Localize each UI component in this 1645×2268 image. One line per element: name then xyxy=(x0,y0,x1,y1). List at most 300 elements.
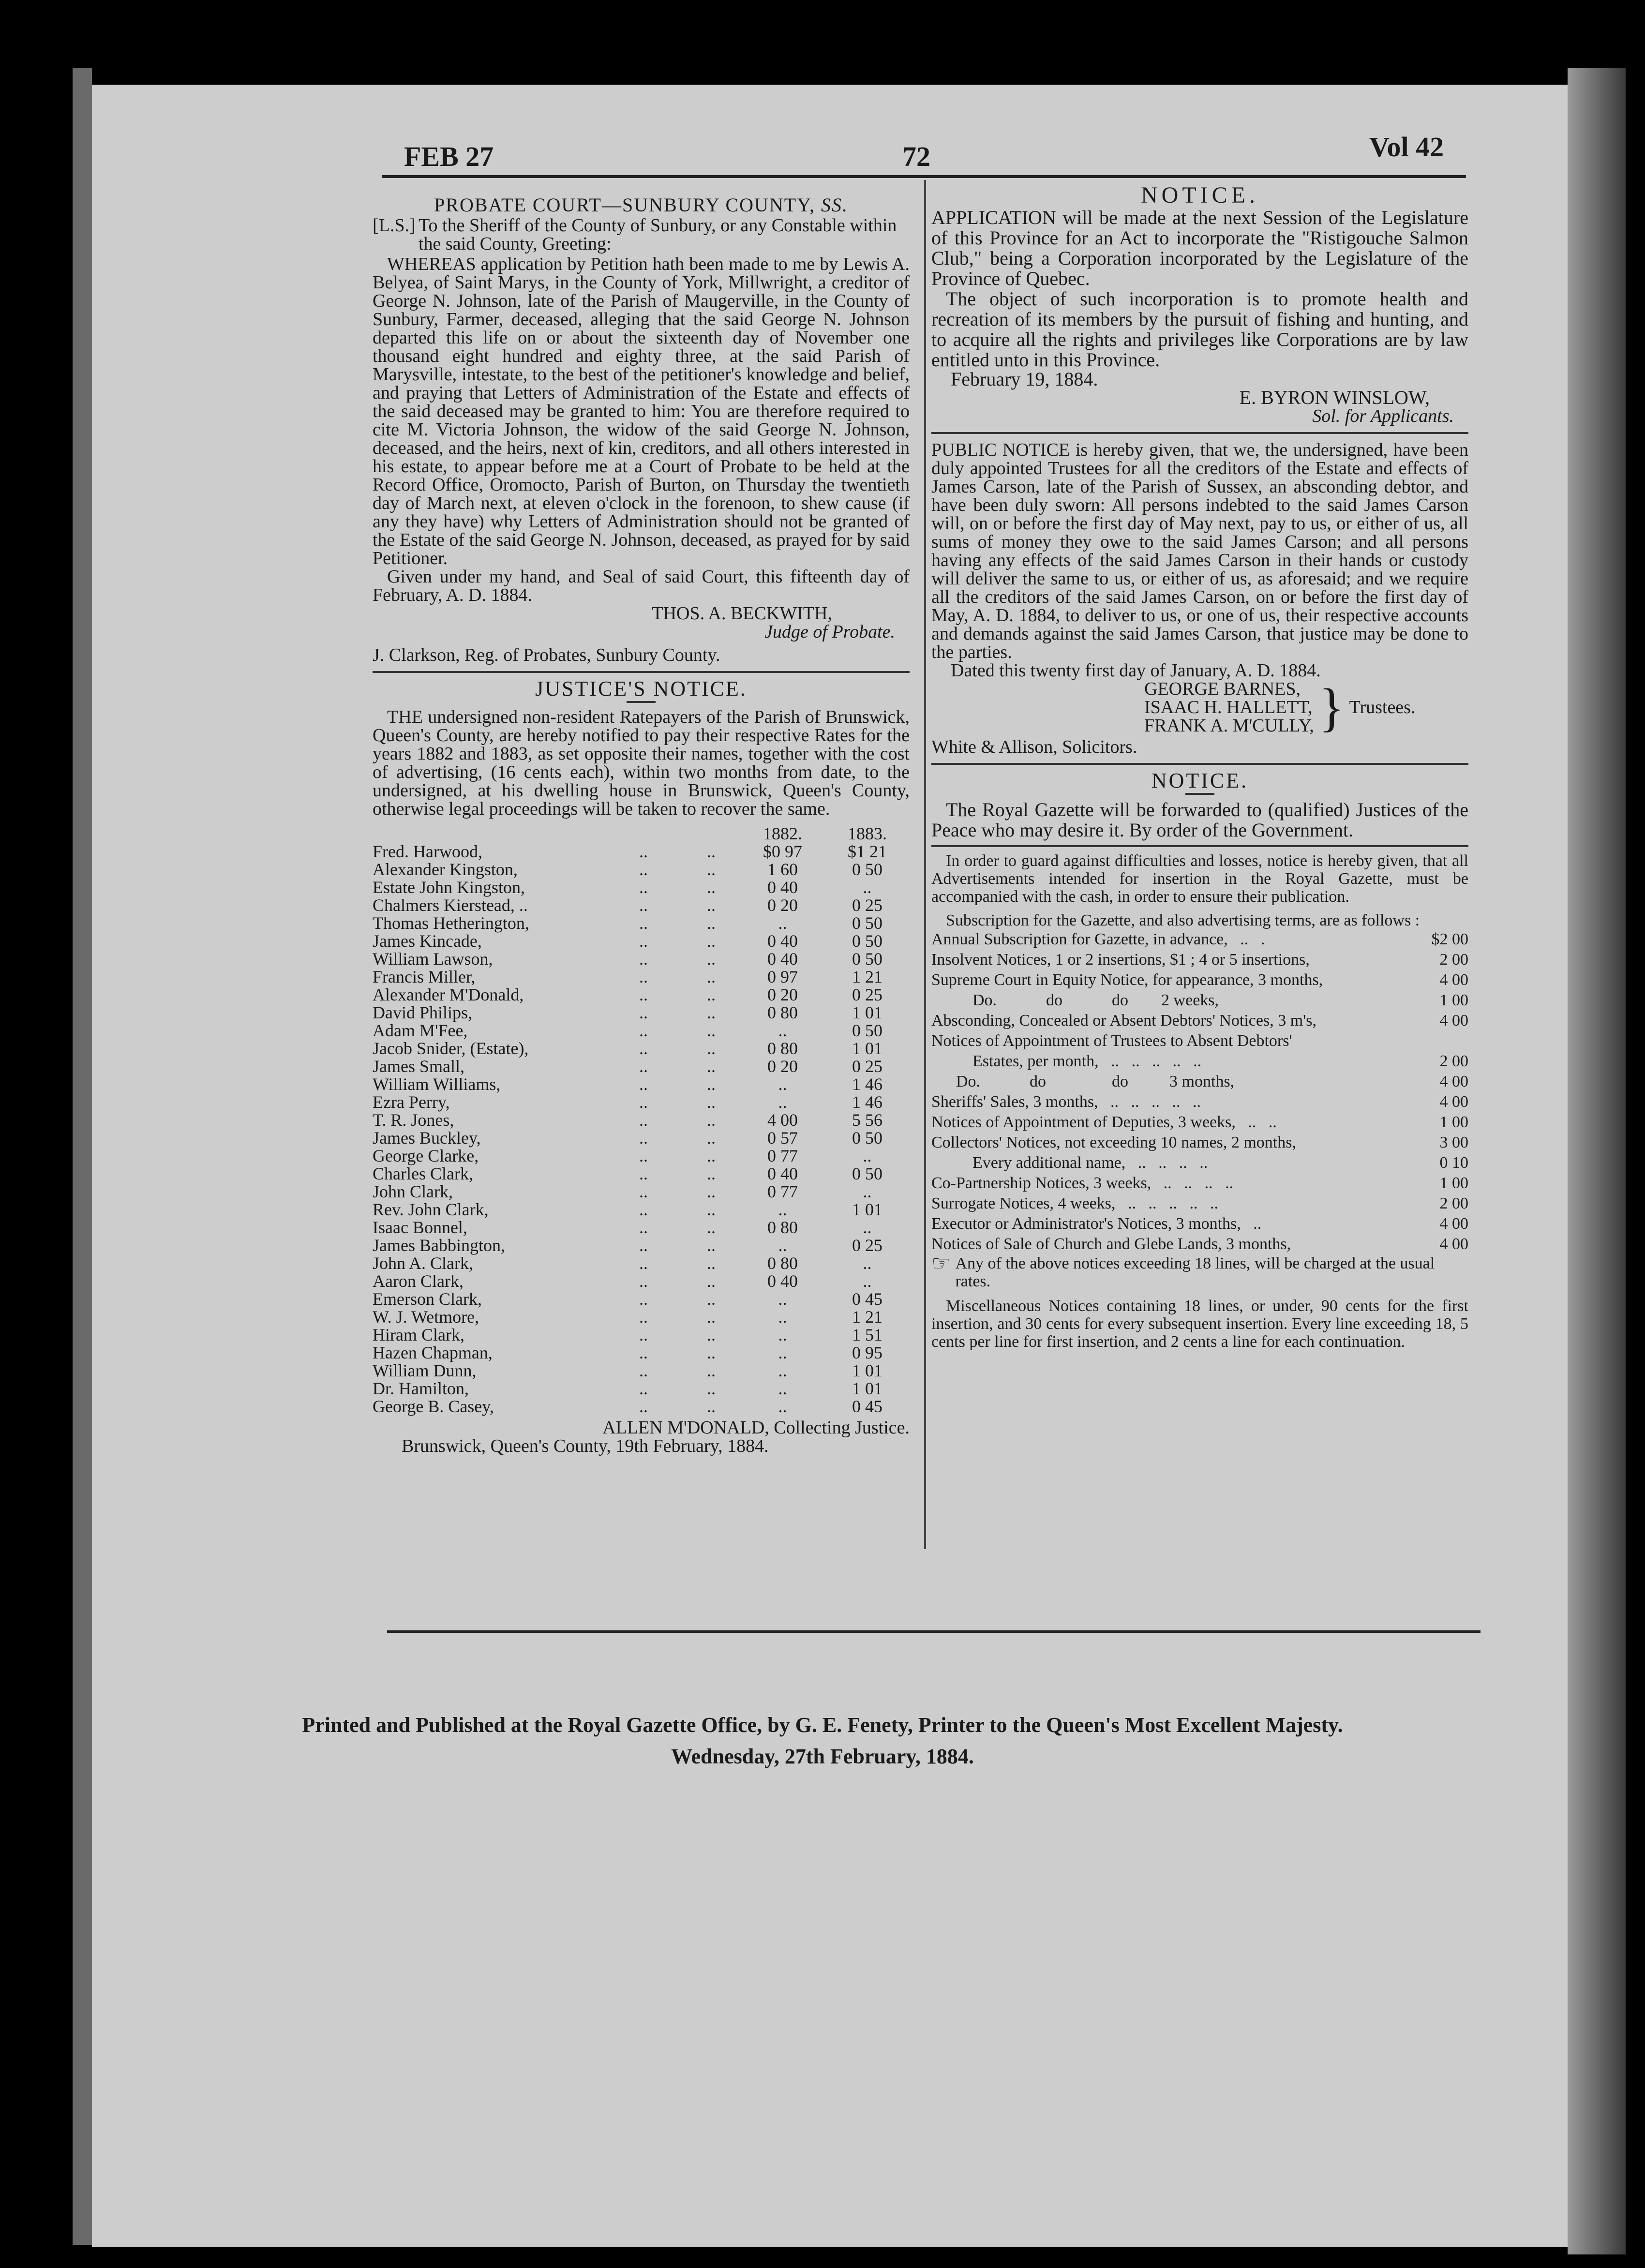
rate-1883: 1 01 xyxy=(852,1361,882,1380)
ratepayer-row xyxy=(373,1022,910,1040)
ratepayer-name: Dr. Hamilton, xyxy=(373,1379,469,1398)
trustee-name: GEORGE BARNES, xyxy=(1144,679,1301,699)
leader-dots: .. xyxy=(707,1110,716,1130)
ratepayer-name: George B. Casey, xyxy=(373,1397,494,1416)
leader-dots: .. xyxy=(707,1128,716,1148)
justice-title-rule xyxy=(627,701,656,703)
rate-description: Notices of Appointment of Trustees to Absent Debtors' xyxy=(931,1032,1292,1050)
leader-dots: .. xyxy=(707,1164,716,1183)
rate-price: 4 00 xyxy=(1439,1235,1468,1253)
rate-1882: .. xyxy=(778,1074,787,1094)
ratepayer-name: William Lawson, xyxy=(373,949,493,969)
rate-1883: 0 45 xyxy=(852,1397,882,1416)
rate-1882: 0 77 xyxy=(767,1182,798,1201)
rate-price: 4 00 xyxy=(1439,1012,1468,1030)
leader-dots: .. xyxy=(639,1146,648,1165)
trustees-block xyxy=(931,680,1468,735)
ratepayer-row xyxy=(373,1165,910,1183)
rate-row xyxy=(931,1011,1468,1031)
rate-description: Estates, per month, .. .. .. .. .. xyxy=(931,1052,1202,1070)
rate-1882: .. xyxy=(778,1289,787,1309)
notice1-signer: E. BYRON WINSLOW, xyxy=(1239,387,1430,408)
rate-row xyxy=(931,990,1468,1011)
leader-dots: .. xyxy=(639,931,648,951)
ratepayer-name: Ezra Perry, xyxy=(373,1092,450,1112)
leader-dots: .. xyxy=(639,1110,648,1130)
trustee-name: ISAAC H. HALLETT, xyxy=(1144,697,1313,717)
leader-dots: .. xyxy=(707,1200,716,1219)
ratepayer-name: William Dunn, xyxy=(373,1361,477,1380)
rate-row xyxy=(931,970,1468,990)
rate-1883: 5 56 xyxy=(852,1110,882,1130)
notice1-body1: APPLICATION will be made at the next Session of the Legislature of this Province for an Act to incorporate the "Ristigouche Salmon Club," being a Corporation incorporated by the Legislature of the Province of Quebec. xyxy=(931,207,1468,289)
ratepayer-name: T. R. Jones, xyxy=(373,1110,454,1130)
leader-dots: .. xyxy=(707,842,716,861)
trustee-name: FRANK A. M'CULLY, xyxy=(1144,716,1314,736)
leader-dots: .. xyxy=(639,1271,648,1291)
ratepayer-row xyxy=(373,1058,910,1075)
rate-1882: .. xyxy=(778,1307,787,1327)
leader-dots: .. xyxy=(707,895,716,915)
excess-text: Any of the above notices exceeding 18 lines, will be charged at the usual rates. xyxy=(955,1254,1435,1290)
leader-dots: .. xyxy=(639,913,648,933)
rate-1883: 1 46 xyxy=(852,1092,882,1112)
rate-price: $2 00 xyxy=(1431,930,1468,948)
probate-address-block xyxy=(373,216,910,253)
footer-date: Wednesday, 27th February, 1884. xyxy=(671,1745,974,1768)
ratepayer-row xyxy=(373,896,910,914)
rate-1883: 1 01 xyxy=(852,1200,882,1219)
ratepayer-row xyxy=(373,1093,910,1111)
leader-dots: .. xyxy=(639,878,648,897)
justice-title: JUSTICE'S NOTICE. xyxy=(535,677,747,701)
justice-signer: ALLEN M'DONALD, Collecting Justice. xyxy=(602,1418,910,1438)
ratepayer-row xyxy=(373,1219,910,1237)
rate-row xyxy=(931,1214,1468,1234)
rate-price: 0 10 xyxy=(1439,1154,1468,1172)
misc-notice: Miscellaneous Notices containing 18 lines, or under, 90 cents for the first insertion, and 30 cents for every subsequent insertion. Every line exceeding 18, 5 cents per line for first insertion, and 2 cents a line for each continuation. xyxy=(931,1297,1468,1351)
rate-1882: .. xyxy=(778,1200,787,1219)
rate-1883: 0 25 xyxy=(852,1057,882,1076)
probate-address: To the Sheriff of the County of Sunbury, or any Constable within the said County, Greeting: xyxy=(419,215,897,254)
ratepayer-row xyxy=(373,1040,910,1058)
probate-signer: THOS. A. BECKWITH, xyxy=(652,603,832,624)
ratepayer-row xyxy=(373,1344,910,1362)
leader-dots: .. xyxy=(707,1271,716,1291)
ratepayer-row xyxy=(373,950,910,968)
ratepayer-row xyxy=(373,914,910,932)
ratepayer-row xyxy=(373,1398,910,1416)
leader-dots: .. xyxy=(639,1200,648,1219)
rate-description: Notices of Sale of Church and Glebe Lands, 3 months, xyxy=(931,1235,1291,1253)
ratepayer-row xyxy=(373,1075,910,1093)
public-notice-body: PUBLIC NOTICE is hereby given, that we, the undersigned, have been duly appointed Trustees for all the creditors of the Estate and effects of James Carson, late of the Parish of Sussex, an absconding debtor, and have been duly sworn: All persons indebted to the said James Carson will, on or before the first day of May next, pay to us, or either of us, all sums of money they owe to the said James Carson; and all persons having any effects of the said James Carson in their hands or custody will deliver the same to us, or either of us, as aforesaid; and we require all the creditors of the said James Carson, on or before the first day of May, A. D. 1884, to deliver to us, or one of us, their respective accounts and demands against the said James Carson, that justice may be done to the parties. xyxy=(931,440,1468,662)
rate-1882: 0 20 xyxy=(767,895,798,915)
ratepayers-table xyxy=(373,825,910,1416)
rate-1882: 4 00 xyxy=(767,1110,798,1130)
leader-dots: .. xyxy=(639,967,648,986)
header-date: FEB 27 xyxy=(404,141,494,172)
rate-1883: 0 50 xyxy=(852,949,882,969)
leader-dots: .. xyxy=(707,1289,716,1309)
leader-dots: .. xyxy=(639,1039,648,1058)
rate-row xyxy=(931,1072,1468,1092)
ratepayer-name: John A. Clark, xyxy=(373,1253,474,1273)
leader-dots: .. xyxy=(639,1307,648,1327)
leader-dots: .. xyxy=(707,967,716,986)
rate-1882: 0 40 xyxy=(767,1164,798,1183)
leader-dots: .. xyxy=(639,1397,648,1416)
ratepayer-name: David Philips, xyxy=(373,1003,473,1022)
public-solicitors: White & Allison, Solicitors. xyxy=(931,737,1137,757)
public-notice-dated: Dated this twenty first day of January, A. D. 1884. xyxy=(951,660,1321,681)
rate-description: Do. do do 2 weeks, xyxy=(931,991,1219,1009)
notice2-title-rule xyxy=(1185,793,1214,795)
ratepayer-row xyxy=(373,1147,910,1165)
probate-title-ss: SS. xyxy=(821,194,848,216)
rate-1883: 0 25 xyxy=(852,895,882,915)
rate-row xyxy=(931,1234,1468,1254)
probate-separator xyxy=(373,671,910,673)
ratepayer-row xyxy=(373,968,910,986)
leader-dots: .. xyxy=(639,1092,648,1112)
ratepayer-name: Francis Miller, xyxy=(373,967,476,986)
rate-price: 2 00 xyxy=(1439,1194,1468,1212)
rate-1883: 1 01 xyxy=(852,1039,882,1058)
leader-dots: .. xyxy=(639,1289,648,1309)
probate-title: PROBATE COURT—SUNBURY COUNTY, xyxy=(434,194,815,216)
ratepayer-name: Rev. John Clark, xyxy=(373,1200,489,1219)
leader-dots: .. xyxy=(639,860,648,879)
ratepayer-row xyxy=(373,1380,910,1398)
footer-rule xyxy=(387,1630,1480,1633)
page-stack-edge xyxy=(73,68,92,2245)
rate-price: 4 00 xyxy=(1439,1215,1468,1233)
rate-price: 4 00 xyxy=(1439,1073,1468,1090)
rate-1883: $1 21 xyxy=(848,842,887,861)
leader-dots: .. xyxy=(639,1361,648,1380)
rate-price: 1 00 xyxy=(1439,991,1468,1009)
probate-seal: [L.S.] xyxy=(373,215,416,236)
ratepayer-name: James Babbington, xyxy=(373,1236,505,1255)
rate-1882: 0 40 xyxy=(767,878,798,897)
rates-table xyxy=(931,929,1468,1254)
leader-dots: .. xyxy=(707,1343,716,1362)
rate-1882: 0 80 xyxy=(767,1253,798,1273)
ratepayer-row xyxy=(373,861,910,879)
leader-dots: .. xyxy=(639,1343,648,1362)
rate-1882: $0 97 xyxy=(763,842,802,861)
rate-1882: 0 80 xyxy=(767,1003,798,1022)
ratepayer-name: William Williams, xyxy=(373,1074,501,1094)
rate-1882: 0 20 xyxy=(767,1057,798,1076)
rate-row xyxy=(931,1173,1468,1194)
notice2-intro: In order to guard against difficulties and losses, notice is hereby given, that all Advertisements intended for insertion in the Royal Gazette, must be accompanied with the cash, in order to ensure their publication. xyxy=(931,852,1468,906)
rate-description: Absconding, Concealed or Absent Debtors' Notices, 3 m's, xyxy=(931,1012,1317,1030)
leader-dots: .. xyxy=(639,1182,648,1201)
leader-dots: .. xyxy=(639,1128,648,1148)
ratepayers-header-row xyxy=(373,825,910,843)
ratepayer-name: Alexander M'Donald, xyxy=(373,985,524,1004)
ratepayer-name: Hiram Clark, xyxy=(373,1325,464,1344)
rate-1882: 0 97 xyxy=(767,967,798,986)
rate-1882: 0 20 xyxy=(767,985,798,1004)
ratepayer-row xyxy=(373,879,910,896)
leader-dots: .. xyxy=(639,1218,648,1237)
rate-1883: .. xyxy=(863,878,872,897)
col-1882-header: 1882. xyxy=(763,824,802,843)
leader-dots: .. xyxy=(639,949,648,969)
ratepayer-row xyxy=(373,1004,910,1022)
rate-1883: 0 50 xyxy=(852,913,882,933)
rate-1883: 1 21 xyxy=(852,1307,882,1327)
leader-dots: .. xyxy=(639,1074,648,1094)
col-1883-header: 1883. xyxy=(848,824,887,843)
rate-1883: 0 50 xyxy=(852,931,882,951)
ratepayer-name: James Small, xyxy=(373,1057,464,1076)
ratepayer-name: John Clark, xyxy=(373,1182,453,1201)
rate-1882: .. xyxy=(778,1092,787,1112)
leader-dots: .. xyxy=(707,1236,716,1255)
ratepayer-name: Aaron Clark, xyxy=(373,1271,464,1291)
ratepayer-name: Emerson Clark, xyxy=(373,1289,482,1309)
rate-price: 2 00 xyxy=(1439,951,1468,969)
ratepayer-row xyxy=(373,1129,910,1147)
ratepayer-name: James Buckley, xyxy=(373,1128,481,1148)
leader-dots: .. xyxy=(707,1253,716,1273)
excess-note xyxy=(931,1254,1468,1290)
leader-dots: .. xyxy=(707,985,716,1004)
rate-price: 4 00 xyxy=(1439,1093,1468,1111)
ratepayer-row xyxy=(373,1183,910,1201)
header-volume: Vol 42 xyxy=(1369,131,1444,163)
leader-dots: .. xyxy=(707,1039,716,1058)
footer-imprint: Printed and Published at the Royal Gazette Office, by G. E. Fenety, Printer to the Queen's Most Excellent Majesty. xyxy=(302,1713,1343,1737)
header-page-number: 72 xyxy=(902,141,930,172)
ratepayer-row xyxy=(373,1237,910,1254)
rate-1883: 0 50 xyxy=(852,860,882,879)
rate-1883: 0 25 xyxy=(852,985,882,1004)
notice1-title: NOTICE. xyxy=(1141,182,1259,208)
ratepayer-name: James Kincade, xyxy=(373,931,482,951)
ratepayer-row xyxy=(373,932,910,950)
rate-1882: .. xyxy=(778,1343,787,1362)
leader-dots: .. xyxy=(707,931,716,951)
rate-1883: 1 21 xyxy=(852,967,882,986)
leader-dots: .. xyxy=(707,949,716,969)
leader-dots: .. xyxy=(639,1164,648,1183)
ratepayer-name: Charles Clark, xyxy=(373,1164,473,1183)
rate-1882: 0 40 xyxy=(767,1271,798,1291)
rate-row xyxy=(931,1194,1468,1214)
leader-dots: .. xyxy=(639,1021,648,1040)
right-column xyxy=(931,182,1468,1351)
probate-title-line xyxy=(373,196,910,214)
notice1-separator xyxy=(931,432,1468,434)
leader-dots: .. xyxy=(707,878,716,897)
ratepayer-row xyxy=(373,1326,910,1344)
rate-row xyxy=(931,929,1468,950)
rate-1883: 0 50 xyxy=(852,1164,882,1183)
leader-dots: .. xyxy=(639,985,648,1004)
ratepayer-row xyxy=(373,1308,910,1326)
leader-dots: .. xyxy=(639,1003,648,1022)
probate-given: Given under my hand, and Seal of said Court, this fifteenth day of February, A. D. 1884. xyxy=(373,567,910,605)
rate-1883: .. xyxy=(863,1146,872,1165)
notice2-terms: Subscription for the Gazette, and also advertising terms, are as follows : xyxy=(946,911,1420,929)
rate-price: 2 00 xyxy=(1439,1052,1468,1070)
ratepayer-name: Hazen Chapman, xyxy=(373,1343,493,1362)
column-divider xyxy=(924,180,926,1549)
notice2-body: The Royal Gazette will be forwarded to (qualified) Justices of the Peace who may desire it. By order of the Government. xyxy=(931,799,1468,841)
leader-dots: .. xyxy=(639,1253,648,1273)
rate-1882: .. xyxy=(778,1021,787,1040)
rate-row xyxy=(931,1153,1468,1173)
justice-place: Brunswick, Queen's County, 19th February, 1884. xyxy=(402,1436,769,1456)
leader-dots: .. xyxy=(707,1379,716,1398)
leader-dots: .. xyxy=(639,1325,648,1344)
ratepayer-name: Jacob Snider, (Estate), xyxy=(373,1039,529,1058)
ratepayer-name: Adam M'Fee, xyxy=(373,1021,468,1040)
rate-description: Do. do do 3 months, xyxy=(931,1073,1235,1090)
ratepayer-row xyxy=(373,986,910,1004)
rate-description: Executor or Administrator's Notices, 3 months, .. xyxy=(931,1215,1262,1233)
trustees-list xyxy=(1144,680,1314,735)
rate-1882: 0 40 xyxy=(767,949,798,969)
leader-dots: .. xyxy=(639,1236,648,1255)
public-separator xyxy=(931,763,1468,765)
ratepayer-name: Isaac Bonnel, xyxy=(373,1218,467,1237)
rate-1882: 0 80 xyxy=(767,1039,798,1058)
page-binding-shadow xyxy=(1568,68,1626,2254)
ratepayer-row xyxy=(373,843,910,861)
rate-price: 4 00 xyxy=(1439,971,1468,989)
leader-dots: .. xyxy=(707,1307,716,1327)
rate-description: Co-Partnership Notices, 3 weeks, .. .. .. .. xyxy=(931,1174,1234,1192)
ratepayer-row xyxy=(373,1201,910,1219)
rate-1883: .. xyxy=(863,1253,872,1273)
leader-dots: .. xyxy=(707,1397,716,1416)
leader-dots: .. xyxy=(707,1021,716,1040)
ratepayer-name: Estate John Kingston, xyxy=(373,878,525,897)
rate-1882: 0 57 xyxy=(767,1128,798,1148)
rate-1882: .. xyxy=(778,1379,787,1398)
rate-1882: .. xyxy=(778,913,787,933)
ratepayer-name: Fred. Harwood, xyxy=(373,842,482,861)
rate-description: Surrogate Notices, 4 weeks, .. .. .. .. .. xyxy=(931,1194,1219,1212)
rate-description: Insolvent Notices, 1 or 2 insertions, $1 ; 4 or 5 insertions, xyxy=(931,951,1310,969)
notice2-title: NOTICE. xyxy=(1151,769,1249,792)
rate-1883: 1 46 xyxy=(852,1074,882,1094)
rate-1883: .. xyxy=(863,1271,872,1291)
notice1-date: February 19, 1884. xyxy=(951,368,1098,390)
ratepayer-name: Alexander Kingston, xyxy=(373,860,518,879)
rate-1883: 0 50 xyxy=(852,1021,882,1040)
leader-dots: .. xyxy=(707,1146,716,1165)
trustees-label: Trustees. xyxy=(1349,697,1416,717)
rate-description: Sheriffs' Sales, 3 months, .. .. .. .. .. xyxy=(931,1093,1201,1111)
rate-row xyxy=(931,1133,1468,1153)
probate-signer-title: Judge of Probate. xyxy=(764,622,895,642)
rate-1883: 0 45 xyxy=(852,1289,882,1309)
rate-description: Collectors' Notices, not exceeding 10 names, 2 months, xyxy=(931,1134,1296,1151)
pointing-hand-icon: ☞ xyxy=(931,1252,951,1275)
rate-1883: 0 50 xyxy=(852,1128,882,1148)
leader-dots: .. xyxy=(707,860,716,879)
rate-1883: .. xyxy=(863,1182,872,1201)
rate-1883: 1 01 xyxy=(852,1003,882,1022)
leader-dots: .. xyxy=(639,1057,648,1076)
rate-row xyxy=(931,1031,1468,1051)
ratepayer-row xyxy=(373,1272,910,1290)
leader-dots: .. xyxy=(707,1003,716,1022)
ratepayer-row xyxy=(373,1111,910,1129)
leader-dots: .. xyxy=(707,1325,716,1344)
rate-1883: 1 01 xyxy=(852,1379,882,1398)
ratepayer-name: Thomas Hetherington, xyxy=(373,913,529,933)
leader-dots: .. xyxy=(639,842,648,861)
rate-description: Every additional name, .. .. .. .. xyxy=(931,1154,1208,1172)
rate-1882: .. xyxy=(778,1361,787,1380)
rate-price xyxy=(1410,1031,1468,1051)
leader-dots: .. xyxy=(707,1218,716,1237)
ratepayer-name: Chalmers Kierstead, .. xyxy=(373,895,528,915)
rate-1882: 1 60 xyxy=(767,860,798,879)
rate-row xyxy=(931,1051,1468,1072)
rate-row xyxy=(931,1092,1468,1112)
rate-1882: .. xyxy=(778,1397,787,1416)
rate-price: 1 00 xyxy=(1439,1174,1468,1192)
leader-dots: .. xyxy=(639,1379,648,1398)
leader-dots: .. xyxy=(707,1182,716,1201)
ratepayer-name: W. J. Wetmore, xyxy=(373,1307,479,1327)
notice1-body2: The object of such incorporation is to promote health and recreation of its members by the pursuit of fishing and hunting, and to acquire all the rights and privileges like Corporations are by law entitled unto in this Province. xyxy=(931,288,1468,371)
rate-1882: 0 80 xyxy=(767,1218,798,1237)
rate-price: 3 00 xyxy=(1439,1134,1468,1151)
notice1-signer-title: Sol. for Applicants. xyxy=(1312,406,1454,426)
left-column xyxy=(373,196,910,1455)
probate-registrar: J. Clarkson, Reg. of Probates, Sunbury County. xyxy=(373,645,720,665)
leader-dots: .. xyxy=(707,1074,716,1094)
justice-body: THE undersigned non-resident Ratepayers of the Parish of Brunswick, Queen's County, are hereby notified to pay their respective Rates for the years 1882 and 1883, as set opposite their names, together with the cost of advertising, (16 cents each), within two months from date, to the undersigned, at his dwelling house in Brunswick, Queen's County, otherwise legal proceedings will be taken to recover the same. xyxy=(373,707,910,819)
leader-dots: .. xyxy=(707,913,716,933)
leader-dots: .. xyxy=(707,1092,716,1112)
leader-dots: .. xyxy=(707,1057,716,1076)
rate-1882: .. xyxy=(778,1236,787,1255)
header-rule xyxy=(382,175,1466,178)
rate-1883: 0 95 xyxy=(852,1343,882,1362)
notice2-separator xyxy=(931,845,1468,847)
ratepayer-row xyxy=(373,1362,910,1380)
rate-1883: 1 51 xyxy=(852,1325,882,1344)
trustees-brace: } xyxy=(1318,678,1345,737)
ratepayer-row xyxy=(373,1254,910,1272)
probate-body: WHEREAS application by Petition hath been made to me by Lewis A. Belyea, of Saint Marys, in the County of York, Millwright, a creditor of George N. Johnson, late of the Parish of Maugerville, in the County of Sunbury, Farmer, deceased, alleging that the said George N. Johnson departed this life on or about the sixteenth day of November one thousand eight hundred and eighty three, at the said Parish of Marysville, intestate, to the best of the petitioner's knowledge and belief, and praying that Letters of Administration of the Estate and effects of the said deceased may be granted to him: You are therefore required to cite M. Victoria Johnson, the widow of the said George N. Johnson, deceased, and the heirs, next of kin, creditors, and all others interested in his estate, to appear before me at a Court of Probate to be held at the Record Office, Oromocto, Parish of Burton, on Thursday the twentieth day of March next, at eleven o'clock in the forenoon, to shew cause (if any they have) why Letters of Administration should not be granted of the Estate of the said George N. Johnson, deceased, as prayed for by said Petitioner. xyxy=(373,254,910,568)
rate-1882: 0 77 xyxy=(767,1146,798,1165)
rate-row xyxy=(931,1112,1468,1133)
rate-1882: .. xyxy=(778,1325,787,1344)
rate-1882: 0 40 xyxy=(767,931,798,951)
ratepayer-row xyxy=(373,1290,910,1308)
rate-description: Notices of Appointment of Deputies, 3 weeks, .. .. xyxy=(931,1113,1277,1131)
leader-dots: .. xyxy=(707,1361,716,1380)
rate-1883: .. xyxy=(863,1218,872,1237)
rate-description: Supreme Court in Equity Notice, for appearance, 3 months, xyxy=(931,971,1323,989)
leader-dots: .. xyxy=(639,895,648,915)
rate-description: Annual Subscription for Gazette, in advance, .. . xyxy=(931,930,1265,948)
rate-1883: 0 25 xyxy=(852,1236,882,1255)
ratepayer-name: George Clarke, xyxy=(373,1146,479,1165)
